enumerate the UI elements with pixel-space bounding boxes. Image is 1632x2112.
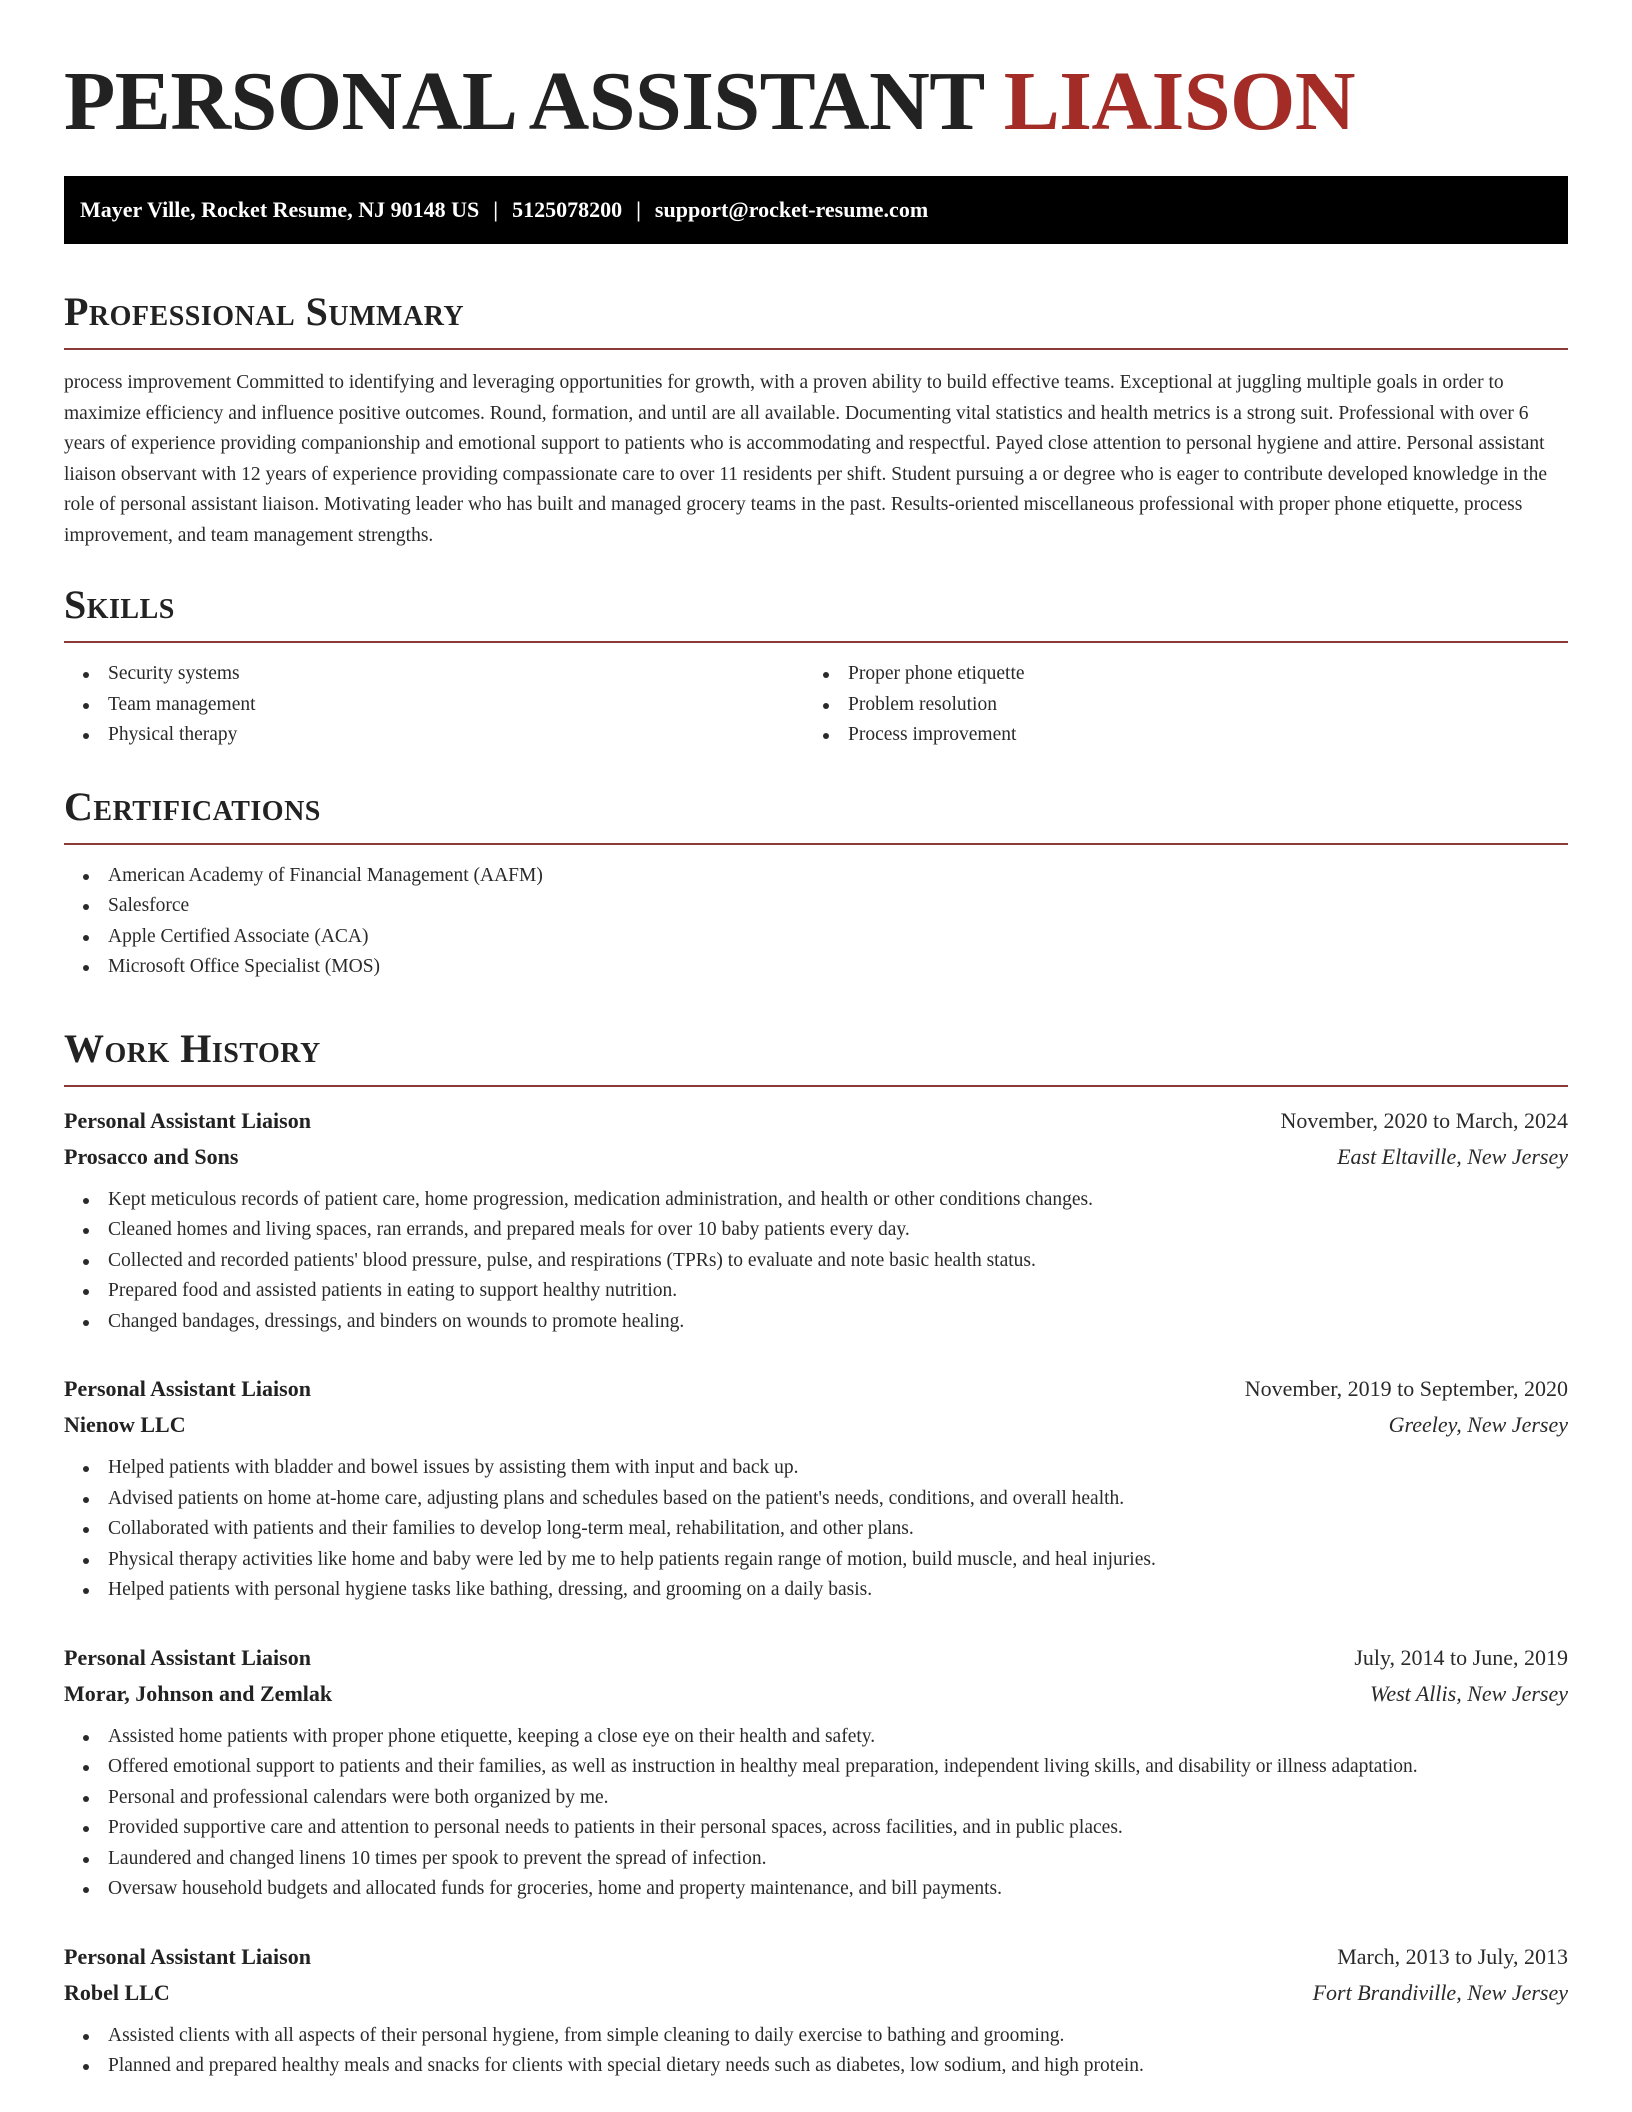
- job-bullets: [64, 1722, 1568, 1905]
- summary-heading: Professional Summary: [64, 289, 465, 334]
- work-history-section: [64, 1025, 1568, 2082]
- job-subheader: [64, 1407, 1568, 1443]
- job-dates: November, 2019 to September, 2020: [1244, 1376, 1568, 1401]
- job-title: Personal Assistant Liaison: [64, 1376, 311, 1401]
- summary-text: process improvement Committed to identifying and leveraging opportunities for growth, with a proven ability to build effective teams. Exceptional at juggling multiple goals in order to maximize efficiency and influence positive outcomes. Round, formation, and until are all available. Documenting vital statistics and health metrics is a strong suit. Professional with over 6 years of experience providing companionship and emotional support to patients who is accommodating and respectful. Payed close attention to personal hygiene and attire. Personal assistant liaison observant with 12 years of experience providing compassionate care to over 11 residents per shift. Student pursuing a or degree who is eager to contribute developed knowledge in the role of personal assistant liaison. Motivating leader who has built and managed grocery teams in the past. Results-oriented miscellaneous professional with proper phone etiquette, process improvement, and team management strengths.: [64, 372, 1548, 546]
- job-bullets: [64, 2021, 1568, 2082]
- job-title: Personal Assistant Liaison: [64, 1943, 311, 1969]
- job-header: [64, 1939, 1568, 1975]
- resume-name: [64, 0, 1568, 160]
- skills-list-left: [64, 659, 804, 751]
- job-bullet: Personal and professional calendars were both organized by me.: [64, 1783, 1568, 1814]
- job-location: Fort Brandiville, New Jersey: [1312, 1979, 1568, 2005]
- job-bullet: Cleaned homes and living spaces, ran errands, and prepared meals for over 10 baby patients every day.: [64, 1215, 1568, 1246]
- job-bullet: Helped patients with bladder and bowel issues by assisting them with input and back up.: [64, 1453, 1568, 1484]
- skill-item: Security systems: [64, 659, 804, 690]
- job-company: Robel LLC: [64, 1979, 170, 2005]
- job-bullet: Kept meticulous records of patient care, home progression, medication administration, and health or other conditions changes.: [64, 1185, 1568, 1216]
- name-main: PERSONAL ASSISTANT: [64, 55, 984, 148]
- work-history-heading: Work History: [64, 1025, 321, 1071]
- job-company: Morar, Johnson and Zemlak: [64, 1680, 333, 1706]
- job-subheader: [64, 1676, 1568, 1712]
- job-bullet: Collaborated with patients and their families to develop long-term meal, rehabilitation, and other plans.: [64, 1514, 1568, 1545]
- job-title: Personal Assistant Liaison: [64, 1107, 311, 1133]
- skill-item: Proper phone etiquette: [804, 659, 1544, 690]
- section-divider: [64, 1085, 1568, 1087]
- job-header: [64, 1371, 1568, 1407]
- job-entry: [64, 1939, 1568, 2082]
- job-bullet: Changed bandages, dressings, and binders on wounds to promote healing.: [64, 1307, 1568, 1338]
- contact-address: Mayer Ville, Rocket Resume, NJ 90148 US: [80, 197, 480, 222]
- certification-item: Apple Certified Associate (ACA): [64, 922, 1568, 953]
- section-divider: [64, 843, 1568, 845]
- skill-item: Problem resolution: [804, 690, 1544, 721]
- job-bullet: Assisted clients with all aspects of their personal hygiene, from simple cleaning to daily exercise to bathing and grooming.: [64, 2021, 1568, 2052]
- skills-column-left: [64, 659, 804, 751]
- skill-item: Team management: [64, 690, 804, 721]
- job-title: Personal Assistant Liaison: [64, 1644, 311, 1670]
- contact-email[interactable]: support@rocket-resume.com: [654, 197, 929, 222]
- summary-section: [64, 288, 1568, 551]
- job-bullet: Offered emotional support to patients and their families, as well as instruction in healthy meal preparation, independent living skills, and disability or illness adaptation.: [64, 1752, 1568, 1783]
- certifications-list: [64, 861, 1568, 983]
- job-company: Nienow LLC: [64, 1412, 186, 1437]
- contact-bar: [64, 176, 1568, 244]
- job-entry: [64, 1371, 1568, 1606]
- job-bullets: [64, 1453, 1568, 1606]
- job-bullet: Laundered and changed linens 10 times per spook to prevent the spread of infection.: [64, 1844, 1568, 1875]
- skills-heading: Skills: [64, 582, 175, 627]
- job-entry: [64, 1640, 1568, 1905]
- job-dates: July, 2014 to June, 2019: [1354, 1644, 1568, 1670]
- job-bullet: Prepared food and assisted patients in eating to support healthy nutrition.: [64, 1276, 1568, 1307]
- job-bullet: Collected and recorded patients' blood pressure, pulse, and respirations (TPRs) to evaluate and note basic health status.: [64, 1246, 1568, 1277]
- job-bullet: Assisted home patients with proper phone etiquette, keeping a close eye on their health and safety.: [64, 1722, 1568, 1753]
- job-dates: November, 2020 to March, 2024: [1280, 1107, 1568, 1133]
- job-bullet: Planned and prepared healthy meals and snacks for clients with special dietary needs such as diabetes, low sodium, and high protein.: [64, 2051, 1568, 2082]
- job-company: Prosacco and Sons: [64, 1143, 239, 1169]
- job-location: Greeley, New Jersey: [1388, 1412, 1568, 1437]
- job-header: [64, 1640, 1568, 1676]
- resume-page: [64, 0, 1568, 2082]
- job-dates: March, 2013 to July, 2013: [1337, 1943, 1568, 1969]
- skill-item: Physical therapy: [64, 720, 804, 751]
- section-divider: [64, 641, 1568, 643]
- section-divider: [64, 348, 1568, 350]
- skills-list-right: [804, 659, 1544, 751]
- job-bullet: Provided supportive care and attention to personal needs to patients in their personal spaces, across facilities, and in public places.: [64, 1813, 1568, 1844]
- contact-phone[interactable]: 5125078200: [512, 197, 623, 222]
- contact-separator: |: [636, 197, 641, 222]
- job-bullet: Oversaw household budgets and allocated funds for groceries, home and property maintenance, and bill payments.: [64, 1874, 1568, 1905]
- certification-item: Microsoft Office Specialist (MOS): [64, 952, 1568, 983]
- job-location: East Eltaville, New Jersey: [1337, 1143, 1568, 1169]
- skills-section: [64, 581, 1568, 751]
- certification-item: American Academy of Financial Management (AAFM): [64, 861, 1568, 892]
- job-header: [64, 1103, 1568, 1139]
- skill-item: Process improvement: [804, 720, 1544, 751]
- skills-column-right: [804, 659, 1544, 751]
- job-bullet: Physical therapy activities like home and baby were led by me to help patients regain range of motion, build muscle, and heal injuries.: [64, 1545, 1568, 1576]
- job-bullets: [64, 1185, 1568, 1338]
- certifications-section: [64, 783, 1568, 983]
- job-location: West Allis, New Jersey: [1370, 1680, 1568, 1706]
- job-subheader: [64, 1139, 1568, 1175]
- job-subheader: [64, 1975, 1568, 2011]
- certification-item: Salesforce: [64, 891, 1568, 922]
- job-bullet: Helped patients with personal hygiene tasks like bathing, dressing, and grooming on a daily basis.: [64, 1575, 1568, 1606]
- name-accent: LIAISON: [1003, 55, 1356, 148]
- skills-columns: [64, 659, 1568, 751]
- job-entry: [64, 1103, 1568, 1338]
- job-bullet: Advised patients on home at-home care, adjusting plans and schedules based on the patient's needs, conditions, and overall health.: [64, 1484, 1568, 1515]
- contact-separator: |: [493, 197, 499, 222]
- certifications-heading: Certifications: [64, 783, 321, 829]
